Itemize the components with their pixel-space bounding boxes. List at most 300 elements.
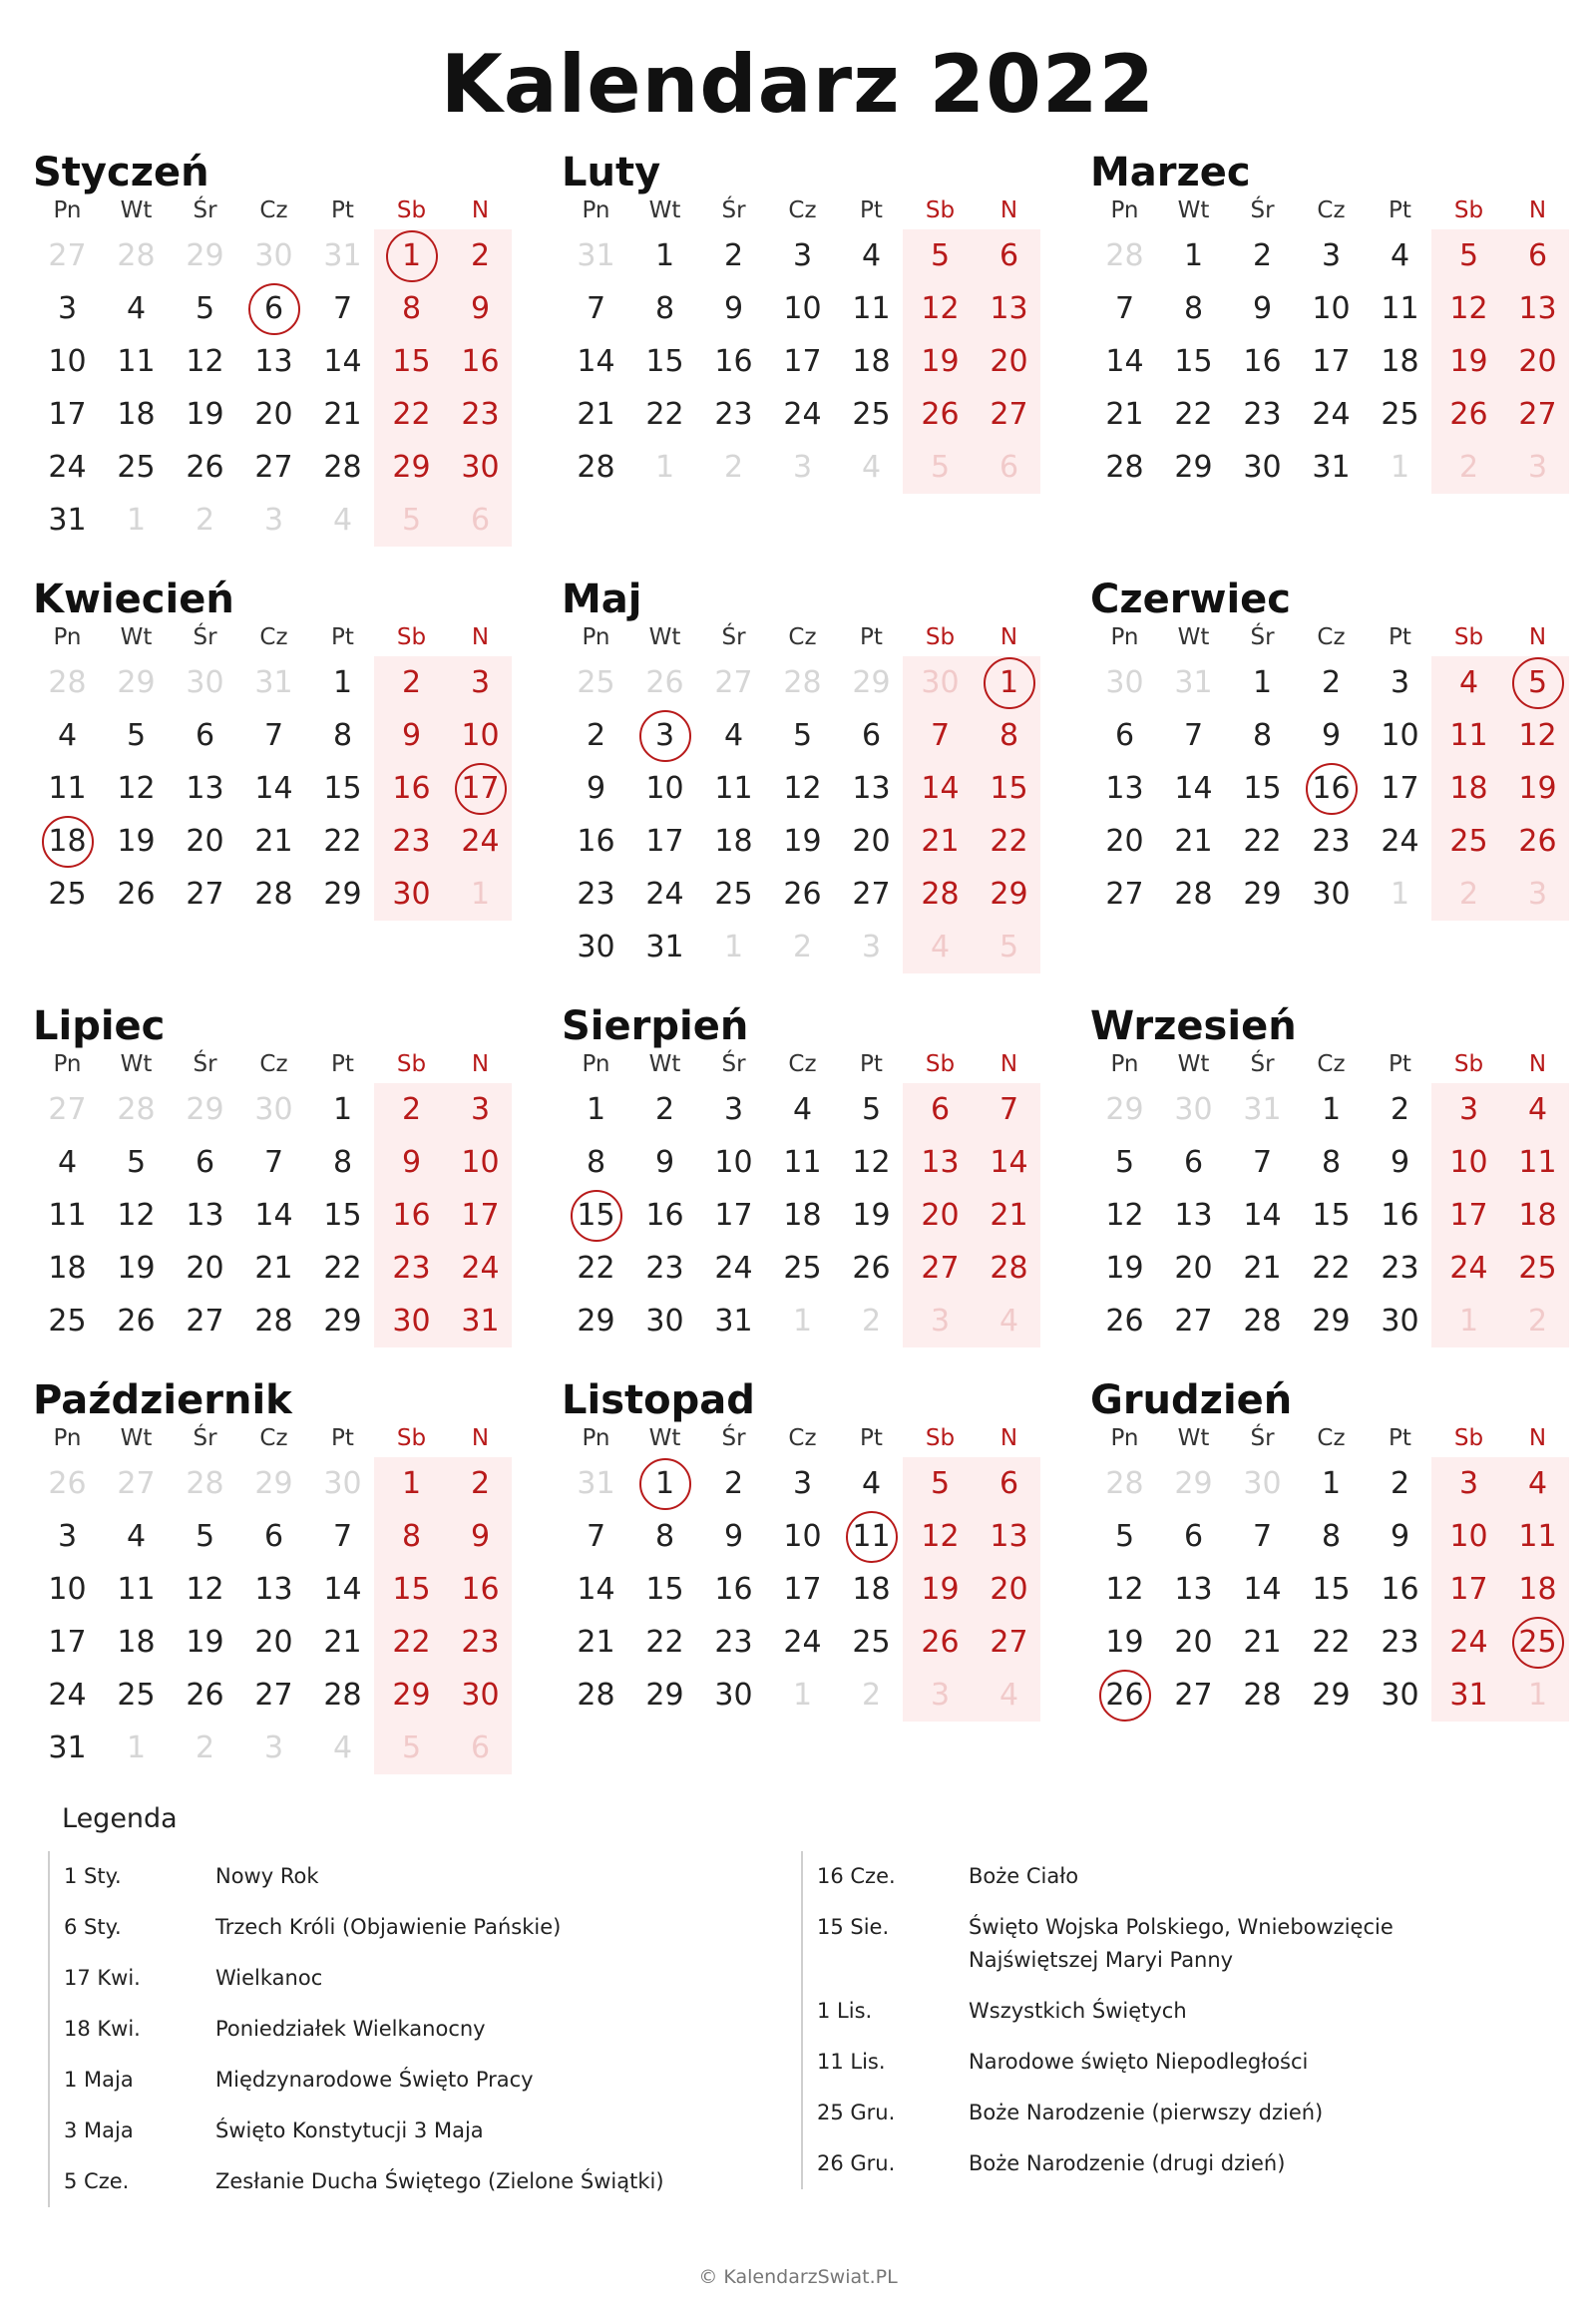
calendar-day: 6 bbox=[861, 718, 882, 753]
weekday-header: N bbox=[471, 1425, 490, 1451]
calendar-day: 13 bbox=[254, 1572, 293, 1607]
calendar-day: 1 bbox=[975, 656, 1043, 709]
adjacent-month-day: 28 bbox=[117, 1092, 156, 1127]
calendar-day: 16 bbox=[392, 1198, 431, 1233]
holiday-marker bbox=[1306, 763, 1358, 815]
calendar-day: 2 bbox=[723, 238, 744, 273]
calendar-day: 2 bbox=[1252, 238, 1273, 273]
calendar-day: 17 bbox=[1449, 1572, 1488, 1607]
adjacent-month-day: 28 bbox=[783, 665, 822, 700]
weekday-header: Sb bbox=[925, 1425, 956, 1451]
adjacent-month-day: 2 bbox=[723, 450, 744, 485]
calendar-day: 3 bbox=[1458, 1092, 1479, 1127]
adjacent-month-day: 5 bbox=[401, 1730, 422, 1765]
calendar-day: 13 bbox=[852, 771, 891, 806]
calendar-day: 9 bbox=[470, 291, 491, 326]
calendar-day: 15 bbox=[1243, 771, 1282, 806]
calendar-day: 29 bbox=[1243, 877, 1282, 912]
weekday-header: Pn bbox=[1110, 624, 1139, 650]
legend-holiday-name: Trzech Króli (Objawienie Pańskie) bbox=[215, 1915, 562, 1939]
weekday-header: Cz bbox=[259, 624, 288, 650]
adjacent-month-day: 4 bbox=[861, 450, 882, 485]
calendar-day: 9 bbox=[723, 291, 744, 326]
adjacent-month-day: 25 bbox=[577, 665, 615, 700]
calendar-day: 14 bbox=[1105, 344, 1144, 379]
weekday-header: Cz bbox=[788, 197, 817, 223]
calendar-day: 17 bbox=[48, 397, 87, 432]
calendar-day: 17 bbox=[645, 824, 684, 859]
calendar-day: 25 bbox=[48, 877, 87, 912]
calendar-day: 1 bbox=[401, 1466, 422, 1501]
calendar-day: 10 bbox=[1312, 291, 1351, 326]
calendar-day: 6 bbox=[195, 718, 215, 753]
calendar-day: 9 bbox=[1321, 718, 1342, 753]
weekday-header: Wt bbox=[648, 1425, 681, 1451]
calendar-day: 24 bbox=[461, 1251, 500, 1286]
calendar-day: 25 bbox=[852, 1625, 891, 1660]
calendar-day: 23 bbox=[714, 1625, 753, 1660]
holiday-marker bbox=[571, 1190, 622, 1242]
weekday-header: Pn bbox=[1110, 197, 1139, 223]
calendar-day: 15 bbox=[323, 1198, 362, 1233]
calendar-day: 19 bbox=[1518, 771, 1557, 806]
weekday-header: Cz bbox=[259, 197, 288, 223]
weekday-header: Śr bbox=[721, 1051, 746, 1077]
calendar-day: 13 bbox=[990, 1519, 1028, 1554]
calendar-day: 26 bbox=[117, 877, 156, 912]
weekday-header: Pn bbox=[582, 624, 610, 650]
calendar-day: 21 bbox=[1243, 1251, 1282, 1286]
weekday-header: Śr bbox=[1250, 197, 1275, 223]
weekday-header: Śr bbox=[193, 624, 217, 650]
weekday-header: Pt bbox=[860, 1425, 883, 1451]
legend-holiday-name: Wielkanoc bbox=[215, 1966, 323, 1990]
calendar-day: 2 bbox=[1390, 1466, 1410, 1501]
weekday-header: Wt bbox=[1177, 197, 1210, 223]
calendar-day: 14 bbox=[1174, 771, 1213, 806]
weekday-header: Śr bbox=[193, 197, 217, 223]
calendar-day: 3 bbox=[792, 1466, 813, 1501]
calendar-day: 5 bbox=[930, 1466, 951, 1501]
legend-date: 18 Kwi. bbox=[64, 2017, 141, 2041]
calendar-day: 20 bbox=[990, 344, 1028, 379]
weekday-header: Sb bbox=[925, 1051, 956, 1077]
calendar-day: 8 bbox=[586, 1145, 606, 1180]
calendar-day: 3 bbox=[1458, 1466, 1479, 1501]
calendar-day: 31 bbox=[48, 503, 87, 538]
weekday-header: Pn bbox=[53, 1051, 82, 1077]
calendar-day: 30 bbox=[714, 1678, 753, 1713]
weekday-header: Pt bbox=[1389, 197, 1411, 223]
weekday-header: Pt bbox=[331, 1425, 354, 1451]
legend-date: 1 Lis. bbox=[817, 1999, 873, 2023]
calendar-day: 22 bbox=[323, 824, 362, 859]
adjacent-month-day: 31 bbox=[323, 238, 362, 273]
calendar-day: 20 bbox=[1174, 1251, 1213, 1286]
weekday-header: Wt bbox=[648, 1051, 681, 1077]
legend-row bbox=[50, 1902, 788, 1953]
weekday-header: Śr bbox=[721, 624, 746, 650]
calendar-day: 7 bbox=[930, 718, 951, 753]
calendar-day: 1 bbox=[377, 229, 446, 282]
calendar-day: 25 bbox=[714, 877, 753, 912]
calendar-day: 7 bbox=[332, 1519, 353, 1554]
month-name: Styczeń bbox=[33, 150, 209, 195]
calendar-day: 4 bbox=[861, 238, 882, 273]
holiday-marker bbox=[455, 763, 507, 815]
calendar-day: 7 bbox=[263, 1145, 284, 1180]
calendar-day: 11 bbox=[714, 771, 753, 806]
adjacent-month-day: 2 bbox=[195, 503, 215, 538]
calendar-day: 12 bbox=[117, 771, 156, 806]
calendar-day: 31 bbox=[48, 1730, 87, 1765]
weekday-header: Pt bbox=[860, 197, 883, 223]
calendar-day: 12 bbox=[783, 771, 822, 806]
calendar-day: 19 bbox=[852, 1198, 891, 1233]
legend-holiday-name: Boże Ciało bbox=[969, 1864, 1079, 1888]
calendar-day: 30 bbox=[392, 877, 431, 912]
weekday-header: Cz bbox=[259, 1051, 288, 1077]
calendar-day: 4 bbox=[1458, 665, 1479, 700]
calendar-day: 5 bbox=[195, 291, 215, 326]
calendar-day: 14 bbox=[577, 1572, 615, 1607]
calendar-day: 10 bbox=[1381, 718, 1419, 753]
adjacent-month-day: 4 bbox=[332, 1730, 353, 1765]
legend-row bbox=[50, 1851, 788, 1902]
calendar-day: 3 bbox=[470, 1092, 491, 1127]
calendar-day: 10 bbox=[461, 1145, 500, 1180]
calendar-day: 14 bbox=[990, 1145, 1028, 1180]
calendar-day: 7 bbox=[998, 1092, 1019, 1127]
calendar-day: 18 bbox=[1518, 1572, 1557, 1607]
calendar-day: 19 bbox=[783, 824, 822, 859]
adjacent-month-day: 29 bbox=[186, 238, 224, 273]
calendar-day: 28 bbox=[254, 877, 293, 912]
calendar-day: 9 bbox=[723, 1519, 744, 1554]
calendar-day: 1 bbox=[586, 1092, 606, 1127]
calendar-day: 2 bbox=[1390, 1092, 1410, 1127]
calendar-day: 25 bbox=[117, 450, 156, 485]
adjacent-month-day: 30 bbox=[254, 238, 293, 273]
weekday-header: Pt bbox=[1389, 1425, 1411, 1451]
calendar-day: 21 bbox=[577, 1625, 615, 1660]
calendar-day: 15 bbox=[645, 344, 684, 379]
month-name: Kwiecień bbox=[33, 576, 234, 622]
calendar-day: 23 bbox=[392, 824, 431, 859]
calendar-day: 8 bbox=[1321, 1145, 1342, 1180]
adjacent-month-day: 6 bbox=[470, 1730, 491, 1765]
calendar-day: 20 bbox=[186, 824, 224, 859]
calendar-day: 28 bbox=[254, 1304, 293, 1339]
legend-row bbox=[803, 2037, 1561, 2088]
adjacent-month-day: 1 bbox=[1527, 1678, 1548, 1713]
calendar-day: 28 bbox=[1243, 1304, 1282, 1339]
calendar-day: 7 bbox=[586, 291, 606, 326]
calendar-day: 11 bbox=[48, 1198, 87, 1233]
calendar-day: 6 bbox=[998, 238, 1019, 273]
calendar-day: 5 bbox=[126, 718, 147, 753]
calendar-day: 2 bbox=[470, 1466, 491, 1501]
adjacent-month-day: 30 bbox=[1243, 1466, 1282, 1501]
weekday-header: Sb bbox=[925, 197, 956, 223]
calendar-day: 22 bbox=[392, 1625, 431, 1660]
calendar-day: 25 bbox=[852, 397, 891, 432]
calendar-day: 27 bbox=[990, 1625, 1028, 1660]
calendar-day: 20 bbox=[1518, 344, 1557, 379]
weekday-header: Śr bbox=[1250, 1425, 1275, 1451]
adjacent-month-day: 30 bbox=[254, 1092, 293, 1127]
adjacent-month-day: 1 bbox=[126, 503, 147, 538]
weekday-header: Pn bbox=[582, 1425, 610, 1451]
calendar-day: 18 bbox=[1518, 1198, 1557, 1233]
legend-holiday-name: Międzynarodowe Święto Pracy bbox=[215, 2068, 534, 2092]
holiday-marker bbox=[42, 816, 94, 868]
calendar-day: 5 bbox=[861, 1092, 882, 1127]
calendar-day: 9 bbox=[1390, 1519, 1410, 1554]
adjacent-month-day: 5 bbox=[998, 930, 1019, 964]
calendar-day: 11 bbox=[48, 771, 87, 806]
calendar-day: 24 bbox=[714, 1251, 753, 1286]
legend-row bbox=[803, 1902, 1561, 1986]
calendar-day: 3 bbox=[1390, 665, 1410, 700]
weekday-header: Śr bbox=[1250, 624, 1275, 650]
calendar-day: 15 bbox=[1312, 1198, 1351, 1233]
calendar-day: 22 bbox=[645, 1625, 684, 1660]
calendar-day: 3 bbox=[57, 291, 78, 326]
calendar-day: 4 bbox=[57, 718, 78, 753]
calendar-day: 27 bbox=[852, 877, 891, 912]
calendar-day: 20 bbox=[990, 1572, 1028, 1607]
weekday-header: N bbox=[999, 1425, 1018, 1451]
calendar-day: 14 bbox=[577, 344, 615, 379]
calendar-day: 20 bbox=[254, 1625, 293, 1660]
calendar-day: 20 bbox=[921, 1198, 960, 1233]
calendar-day: 25 bbox=[1381, 397, 1419, 432]
adjacent-month-day: 27 bbox=[48, 1092, 87, 1127]
calendar-day: 8 bbox=[332, 718, 353, 753]
adjacent-month-day: 28 bbox=[1105, 1466, 1144, 1501]
calendar-day: 13 bbox=[1174, 1198, 1213, 1233]
calendar-day: 17 bbox=[783, 1572, 822, 1607]
adjacent-month-day: 5 bbox=[401, 503, 422, 538]
calendar-day: 31 bbox=[461, 1304, 500, 1339]
calendar-day: 28 bbox=[1105, 450, 1144, 485]
adjacent-month-day: 1 bbox=[654, 450, 675, 485]
calendar-day: 1 bbox=[654, 238, 675, 273]
calendar-day: 15 bbox=[392, 1572, 431, 1607]
calendar-day: 5 bbox=[1114, 1519, 1135, 1554]
weekday-header: Pn bbox=[582, 197, 610, 223]
adjacent-month-day: 31 bbox=[577, 238, 615, 273]
calendar-day: 5 bbox=[792, 718, 813, 753]
adjacent-month-day: 27 bbox=[117, 1466, 156, 1501]
calendar-day: 27 bbox=[1174, 1304, 1213, 1339]
legend-row bbox=[50, 1953, 788, 2004]
calendar-day: 31 bbox=[645, 930, 684, 964]
calendar-day: 29 bbox=[392, 450, 431, 485]
weekday-header: N bbox=[471, 624, 490, 650]
legend-date: 17 Kwi. bbox=[64, 1966, 141, 1990]
weekday-header: Sb bbox=[396, 197, 427, 223]
legend-date: 6 Sty. bbox=[64, 1915, 122, 1939]
calendar-day: 27 bbox=[1105, 877, 1144, 912]
legend-right-column bbox=[801, 1851, 1561, 2189]
adjacent-month-day: 28 bbox=[48, 665, 87, 700]
calendar-day: 9 bbox=[586, 771, 606, 806]
month-name: Luty bbox=[562, 150, 661, 195]
calendar-day: 25 bbox=[1449, 824, 1488, 859]
weekday-header: Pt bbox=[331, 624, 354, 650]
calendar-day: 4 bbox=[792, 1092, 813, 1127]
page-title: Kalendarz 2022 bbox=[440, 38, 1156, 131]
calendar-day: 9 bbox=[654, 1145, 675, 1180]
calendar-day: 5 bbox=[195, 1519, 215, 1554]
calendar-day: 12 bbox=[1105, 1572, 1144, 1607]
calendar-day: 13 bbox=[254, 344, 293, 379]
adjacent-month-day: 29 bbox=[117, 665, 156, 700]
month-name: Marzec bbox=[1090, 150, 1251, 195]
weekday-header: Pt bbox=[1389, 1051, 1411, 1077]
calendar-day: 15 bbox=[990, 771, 1028, 806]
calendar-day: 7 bbox=[332, 291, 353, 326]
calendar-day: 19 bbox=[117, 824, 156, 859]
calendar-day: 23 bbox=[1381, 1625, 1419, 1660]
calendar-day: 7 bbox=[586, 1519, 606, 1554]
adjacent-month-day: 4 bbox=[332, 503, 353, 538]
weekday-header: Pn bbox=[53, 197, 82, 223]
calendar-day: 18 bbox=[1381, 344, 1419, 379]
calendar-day: 6 bbox=[1183, 1145, 1204, 1180]
calendar-day: 26 bbox=[852, 1251, 891, 1286]
calendar-day: 6 bbox=[998, 1466, 1019, 1501]
footer-credit: © KalendarzSwiat.PL bbox=[698, 2266, 898, 2288]
legend-date: 26 Gru. bbox=[817, 2151, 896, 2175]
calendar-day: 27 bbox=[990, 397, 1028, 432]
weekday-header: Śr bbox=[193, 1425, 217, 1451]
holiday-marker bbox=[639, 710, 691, 762]
adjacent-month-day: 1 bbox=[126, 1730, 147, 1765]
calendar-day: 21 bbox=[323, 397, 362, 432]
calendar-day: 30 bbox=[461, 1678, 500, 1713]
calendar-day: 28 bbox=[1174, 877, 1213, 912]
calendar-day: 25 bbox=[783, 1251, 822, 1286]
calendar-day: 16 bbox=[1243, 344, 1282, 379]
calendar-day: 5 bbox=[1114, 1145, 1135, 1180]
weekday-header: Pn bbox=[582, 1051, 610, 1077]
calendar-day: 11 bbox=[1518, 1519, 1557, 1554]
calendar-day: 25 bbox=[1503, 1616, 1572, 1669]
calendar-day: 29 bbox=[577, 1304, 615, 1339]
adjacent-month-day: 1 bbox=[1458, 1304, 1479, 1339]
weekday-header: N bbox=[999, 1051, 1018, 1077]
calendar-day: 6 bbox=[1183, 1519, 1204, 1554]
adjacent-month-day: 4 bbox=[998, 1678, 1019, 1713]
month-name: Grudzień bbox=[1090, 1377, 1293, 1423]
adjacent-month-day: 26 bbox=[645, 665, 684, 700]
calendar-day: 24 bbox=[1312, 397, 1351, 432]
calendar-day: 4 bbox=[1527, 1092, 1548, 1127]
adjacent-month-day: 3 bbox=[930, 1678, 951, 1713]
calendar-day: 20 bbox=[254, 397, 293, 432]
calendar-day: 19 bbox=[1105, 1625, 1144, 1660]
weekday-header: Wt bbox=[648, 197, 681, 223]
adjacent-month-day: 27 bbox=[714, 665, 753, 700]
legend-row bbox=[803, 2138, 1561, 2189]
calendar-day: 10 bbox=[783, 291, 822, 326]
weekday-header: Cz bbox=[788, 624, 817, 650]
calendar-day: 24 bbox=[461, 824, 500, 859]
calendar-day: 7 bbox=[1252, 1145, 1273, 1180]
calendar-day: 28 bbox=[577, 450, 615, 485]
calendar-day: 4 bbox=[57, 1145, 78, 1180]
legend-holiday-name: Narodowe święto Niepodległości bbox=[969, 2050, 1309, 2074]
calendar-day: 21 bbox=[921, 824, 960, 859]
calendar-day: 21 bbox=[1105, 397, 1144, 432]
adjacent-month-day: 3 bbox=[1527, 877, 1548, 912]
calendar-day: 1 bbox=[1321, 1466, 1342, 1501]
calendar-day: 16 bbox=[577, 824, 615, 859]
adjacent-month-day: 4 bbox=[930, 930, 951, 964]
calendar-day: 5 bbox=[1458, 238, 1479, 273]
weekday-header: Śr bbox=[193, 1051, 217, 1077]
calendar-day: 1 bbox=[1183, 238, 1204, 273]
adjacent-month-day: 3 bbox=[1527, 450, 1548, 485]
weekday-header: Sb bbox=[1453, 197, 1484, 223]
legend-row bbox=[803, 2088, 1561, 2138]
calendar-day: 13 bbox=[1105, 771, 1144, 806]
weekday-header: Sb bbox=[396, 624, 427, 650]
calendar-day: 13 bbox=[186, 771, 224, 806]
calendar-day: 29 bbox=[990, 877, 1028, 912]
calendar-day: 16 bbox=[392, 771, 431, 806]
calendar-day: 21 bbox=[1243, 1625, 1282, 1660]
calendar-day: 19 bbox=[1449, 344, 1488, 379]
calendar-day: 8 bbox=[1183, 291, 1204, 326]
calendar-day: 21 bbox=[323, 1625, 362, 1660]
weekday-header: Sb bbox=[396, 1425, 427, 1451]
adjacent-month-day: 27 bbox=[48, 238, 87, 273]
calendar-day: 25 bbox=[117, 1678, 156, 1713]
adjacent-month-day: 30 bbox=[186, 665, 224, 700]
legend-date: 16 Cze. bbox=[817, 1864, 896, 1888]
calendar-day: 15 bbox=[1312, 1572, 1351, 1607]
adjacent-month-day: 1 bbox=[792, 1304, 813, 1339]
calendar-day: 29 bbox=[1312, 1304, 1351, 1339]
calendar-day: 30 bbox=[392, 1304, 431, 1339]
adjacent-month-day: 3 bbox=[263, 1730, 284, 1765]
adjacent-month-day: 5 bbox=[930, 450, 951, 485]
calendar-day: 15 bbox=[323, 771, 362, 806]
adjacent-month-day: 3 bbox=[792, 450, 813, 485]
adjacent-month-day: 29 bbox=[1105, 1092, 1144, 1127]
calendar-day: 16 bbox=[461, 344, 500, 379]
calendar-day: 1 bbox=[1321, 1092, 1342, 1127]
weekday-header: Cz bbox=[1317, 1425, 1346, 1451]
adjacent-month-day: 2 bbox=[1458, 450, 1479, 485]
calendar-day: 15 bbox=[1174, 344, 1213, 379]
calendar-day: 13 bbox=[921, 1145, 960, 1180]
calendar-day: 27 bbox=[186, 877, 224, 912]
calendar-day: 26 bbox=[1518, 824, 1557, 859]
calendar-day: 18 bbox=[1449, 771, 1488, 806]
adjacent-month-day: 31 bbox=[1243, 1092, 1282, 1127]
calendar-day: 18 bbox=[117, 1625, 156, 1660]
calendar-day: 29 bbox=[645, 1678, 684, 1713]
legend-holiday-name: Nowy Rok bbox=[215, 1864, 319, 1888]
calendar-day: 28 bbox=[323, 450, 362, 485]
calendar-day: 14 bbox=[254, 1198, 293, 1233]
calendar-day: 10 bbox=[783, 1519, 822, 1554]
